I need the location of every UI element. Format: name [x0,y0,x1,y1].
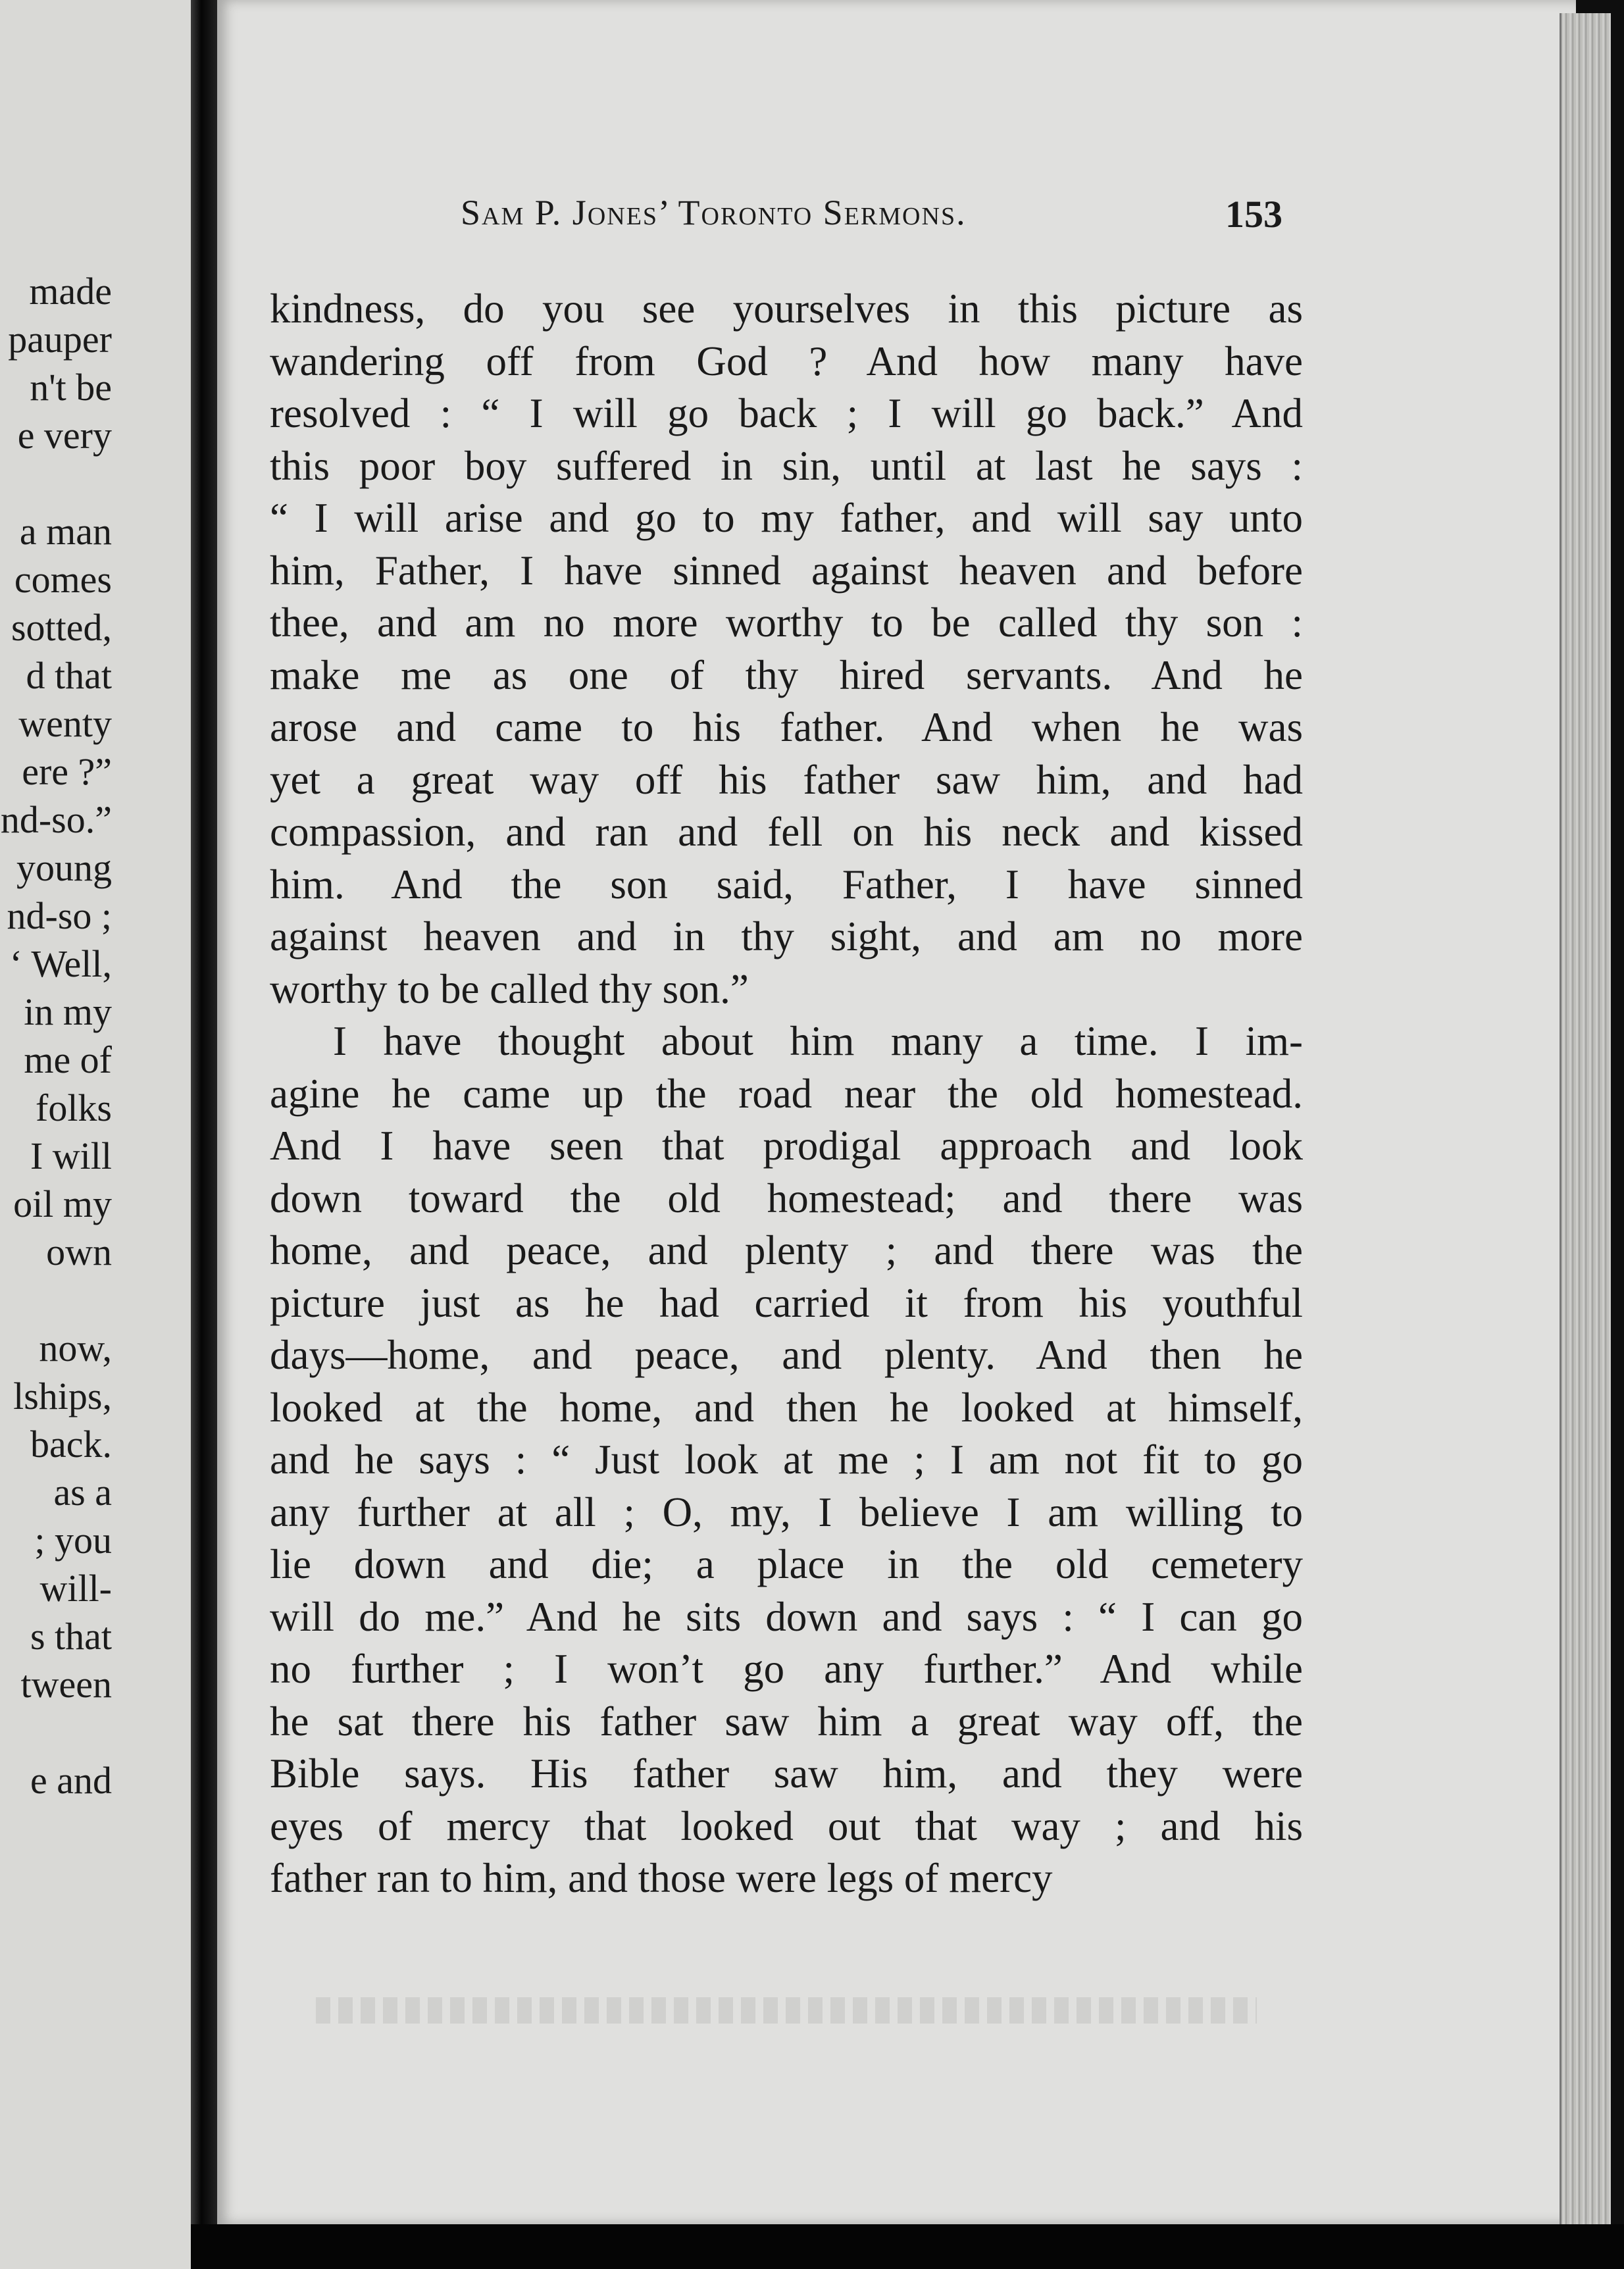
facing-page-line: me of [24,1038,112,1081]
facing-page-line: I will [30,1134,112,1177]
text-line: arose and came to his father. And when he was [270,704,1303,750]
facing-page-line: a man [19,510,112,553]
facing-page-line: folks [36,1086,112,1129]
facing-page-line: ; you [34,1519,112,1562]
text-line: worthy to be called thy son.” [270,965,749,1012]
facing-page-line: e and [30,1759,112,1802]
text-line: against heaven and in thy sight, and am no more [270,913,1303,959]
facing-page-line: as a [53,1471,112,1514]
text-line: looked at the home, and then he looked at himself, [270,1384,1303,1431]
text-line: “ I will arise and go to my father, and will say unto [270,495,1303,541]
page-number: 153 [1225,193,1282,236]
facing-page-line: made [29,270,112,313]
text-line: and he says : “ Just look at me ; I am not fit to go [270,1437,1303,1483]
facing-page-line: will- [39,1567,112,1610]
text-line: down toward the old homestead; and there was [270,1175,1303,1221]
running-header: Sam P. Jones’ Toronto Sermons. [461,193,967,232]
text-line: resolved : “ I will go back ; I will go back.” And [270,390,1303,436]
text-line: he sat there his father saw him a great way off, the [270,1698,1303,1745]
bleed-through-text [316,1997,1257,2024]
facing-page-line: d that [26,654,112,697]
facing-page-line: back. [30,1423,112,1466]
facing-page-line: ‘ Well, [9,942,112,985]
facing-page-line: tween [20,1663,112,1706]
text-line: compassion, and ran and fell on his neck and kissed [270,809,1303,855]
text-line: agine he came up the road near the old homestead. [270,1070,1303,1117]
facing-page-line: s that [30,1615,112,1658]
facing-page-line: pauper [8,318,112,361]
text-line: him, Father, I have sinned against heaven and before [270,547,1303,594]
facing-page-line: wenty [18,702,112,745]
facing-page-line: n't be [30,366,112,409]
facing-page-line: in my [24,990,112,1033]
text-line: picture just as he had carried it from his youthful [270,1279,1303,1326]
facing-page-line: sotted, [11,606,112,649]
facing-page-line: ere ?” [22,750,112,793]
text-line: father ran to him, and those were legs of mercy [270,1855,1053,1901]
text-line: will do me.” And he sits down and says : “ I can go [270,1593,1303,1640]
text-line: yet a great way off his father saw him, and had [270,756,1303,803]
text-line: no further ; I won’t go any further.” And while [270,1646,1303,1692]
facing-page-line: lships, [13,1375,112,1417]
text-line: any further at all ; O, my, I believe I am willing to [270,1489,1303,1535]
text-line: days—home, and peace, and plenty. And then he [270,1332,1303,1378]
text-line: Bible says. His father saw him, and they were [270,1750,1303,1797]
facing-page-line: oil my [13,1183,112,1225]
facing-page-line: e very [17,414,112,457]
facing-page-line: young [16,846,112,889]
text-line: lie down and die; a place in the old cemetery [270,1541,1303,1587]
facing-page [0,0,191,2269]
text-line: wandering off from God ? And how many have [270,338,1303,384]
facing-page-line: comes [14,558,112,601]
text-line: him. And the son said, Father, I have sinned [270,861,1303,907]
text-line: thee, and am no more worthy to be called thy son : [270,599,1303,646]
text-line: And I have seen that prodigal approach and look [270,1123,1303,1169]
text-line: eyes of mercy that looked out that way ; and his [270,1802,1303,1849]
facing-page-line: nd-so.” [0,798,112,841]
book-gutter [191,0,217,2269]
text-line: home, and peace, and plenty ; and there was the [270,1227,1303,1273]
text-line: kindness, do you see yourselves in this picture as [270,286,1303,332]
facing-page-line: own [46,1231,112,1273]
page-edges [1560,13,1611,2237]
text-line: make me as one of thy hired servants. And he [270,651,1303,698]
facing-page-line: now, [39,1327,112,1369]
body-text [270,283,1303,1905]
scan-border [191,2224,1624,2269]
text-line: I have thought about him many a time. I im- [333,1018,1303,1064]
text-line: this poor boy suffered in sin, until at last he says : [270,442,1303,489]
facing-page-line: nd-so ; [7,894,112,937]
